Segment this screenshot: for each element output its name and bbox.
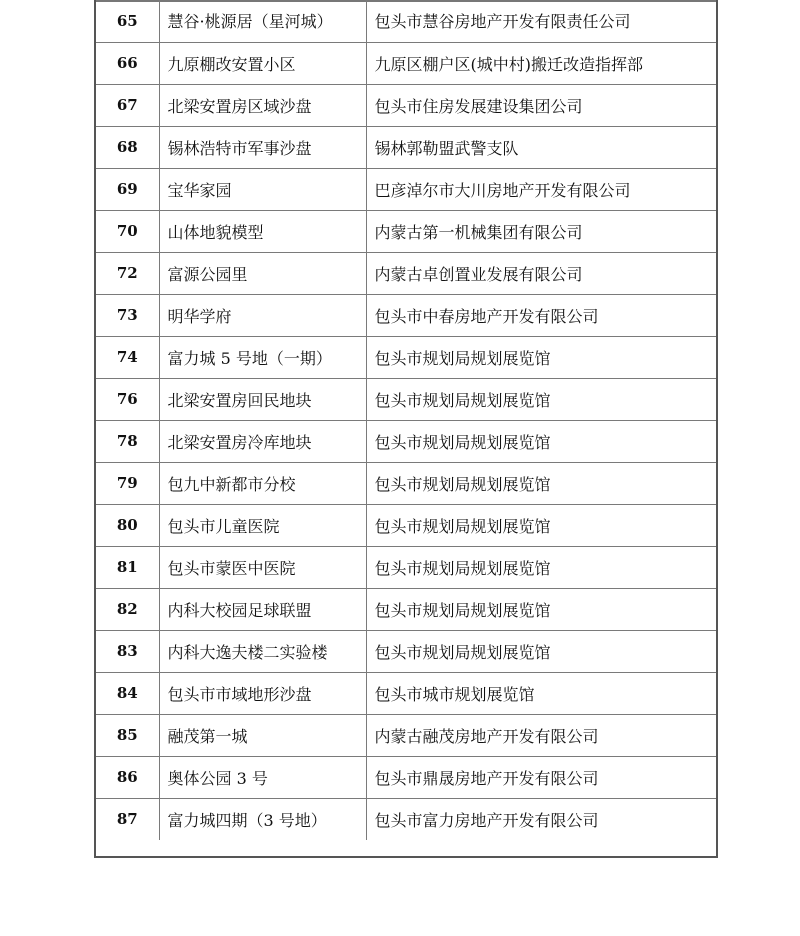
organization: 包头市规划局规划展览馆 [366,546,716,588]
project-name: 山体地貌模型 [159,210,366,252]
row-number: 74 [96,336,159,378]
organization: 包头市规划局规划展览馆 [366,420,716,462]
project-name: 内科大校园足球联盟 [159,588,366,630]
row-number: 82 [96,588,159,630]
project-name: 奥体公园 3 号 [159,756,366,798]
project-name: 包头市蒙医中医院 [159,546,366,588]
row-number: 70 [96,210,159,252]
project-name: 宝华家园 [159,168,366,210]
project-name: 北梁安置房区域沙盘 [159,84,366,126]
organization: 包头市规划局规划展览馆 [366,462,716,504]
table-row [96,420,716,462]
project-name: 北梁安置房回民地块 [159,378,366,420]
organization: 包头市规划局规划展览馆 [366,588,716,630]
organization: 巴彦淖尔市大川房地产开发有限公司 [366,168,716,210]
row-number: 73 [96,294,159,336]
row-number: 80 [96,504,159,546]
row-number: 86 [96,756,159,798]
table-row [96,756,716,798]
table-row [96,378,716,420]
project-name: 包九中新都市分校 [159,462,366,504]
organization: 包头市规划局规划展览馆 [366,504,716,546]
row-number: 79 [96,462,159,504]
organization: 内蒙古融茂房地产开发有限公司 [366,714,716,756]
row-number: 67 [96,84,159,126]
table-row [96,84,716,126]
table-row [96,42,716,84]
organization: 内蒙古卓创置业发展有限公司 [366,252,716,294]
project-name: 融茂第一城 [159,714,366,756]
project-name: 锡林浩特市军事沙盘 [159,126,366,168]
table-row [96,714,716,756]
organization: 九原区棚户区(城中村)搬迁改造指挥部 [366,42,716,84]
organization: 内蒙古第一机械集团有限公司 [366,210,716,252]
row-number: 69 [96,168,159,210]
row-number: 76 [96,378,159,420]
row-number: 85 [96,714,159,756]
organization: 包头市中春房地产开发有限公司 [366,294,716,336]
organization: 包头市规划局规划展览馆 [366,336,716,378]
project-name: 富力城 5 号地（一期） [159,336,366,378]
project-name: 富力城四期（3 号地） [159,798,366,840]
row-number: 68 [96,126,159,168]
project-name: 九原棚改安置小区 [159,42,366,84]
table-row [96,630,716,672]
project-name: 慧谷·桃源居（星河城） [159,0,366,42]
row-number: 66 [96,42,159,84]
row-number: 65 [96,0,159,42]
table-row [96,0,716,42]
project-table [94,0,718,858]
organization: 包头市慧谷房地产开发有限责任公司 [366,0,716,42]
table-row [96,126,716,168]
organization: 包头市住房发展建设集团公司 [366,84,716,126]
row-number: 83 [96,630,159,672]
table-row [96,588,716,630]
project-name: 包头市市域地形沙盘 [159,672,366,714]
row-number: 78 [96,420,159,462]
table-row [96,336,716,378]
table-row [96,546,716,588]
row-number: 81 [96,546,159,588]
table-row [96,252,716,294]
project-name: 包头市儿童医院 [159,504,366,546]
row-number: 72 [96,252,159,294]
row-number: 84 [96,672,159,714]
table-body [96,0,716,840]
table-row [96,168,716,210]
organization: 包头市富力房地产开发有限公司 [374,810,599,830]
organization: 包头市规划局规划展览馆 [366,378,716,420]
organization: 包头市鼎晟房地产开发有限公司 [366,756,716,798]
organization: 包头市城市规划展览馆 [366,672,716,714]
table-row [96,504,716,546]
organization: 锡林郭勒盟武警支队 [366,126,716,168]
project-name: 内科大逸夫楼二实验楼 [159,630,366,672]
table-row [96,672,716,714]
row-number: 87 [96,798,159,840]
project-name: 明华学府 [159,294,366,336]
project-name: 富源公园里 [159,252,366,294]
table-row [96,462,716,504]
organization: 包头市规划局规划展览馆 [366,630,716,672]
table-row [96,210,716,252]
project-name: 北梁安置房冷库地块 [159,420,366,462]
table-row [96,294,716,336]
table-row [96,798,716,840]
